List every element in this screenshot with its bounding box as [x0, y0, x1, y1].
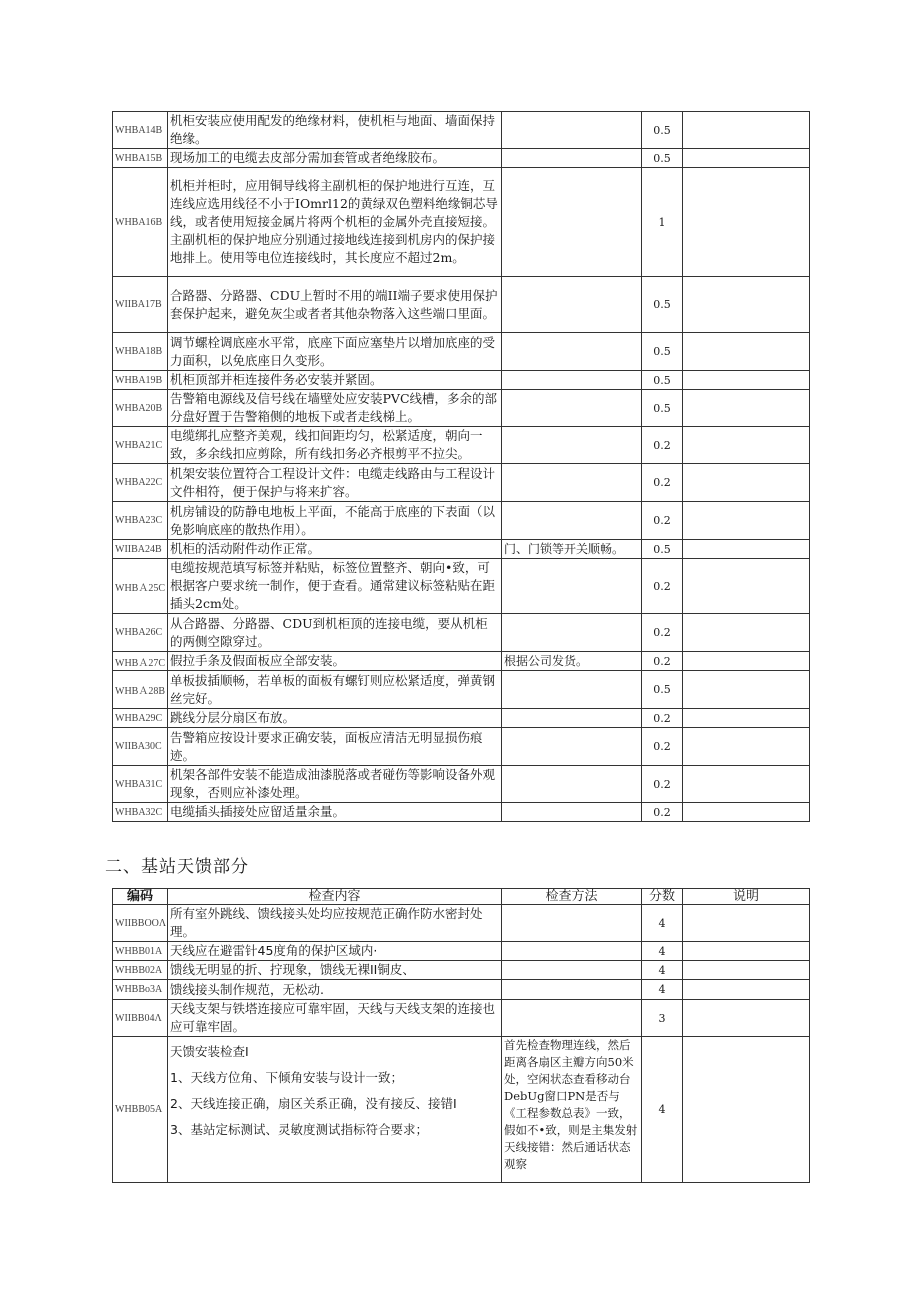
checklist-line: 2、天线连接正确，扇区关系正确，没有接反、接错I	[170, 1096, 457, 1111]
row-content: 机房铺设的防静电地板上平面，不能高于底座的下表面（以免影响底座的散热作用）。	[168, 502, 502, 540]
row-content: 合路器、分路器、CDU上暂时不用的端II端子要求使用保护套保护起来，避免灰尘或者者其他杂物落入这些端口里面。	[168, 277, 502, 333]
table-row	[113, 652, 810, 671]
table-row	[113, 333, 810, 371]
row-score: 0.2	[642, 614, 683, 652]
header-method: 检查方法	[502, 889, 642, 905]
row-method	[502, 168, 642, 277]
row-code: WHBA15B	[113, 149, 168, 168]
row-score: 0.2	[642, 766, 683, 803]
table-row	[113, 112, 810, 149]
row-score: 4	[642, 1037, 683, 1183]
checklist-line: 1、天线方位角、下倾角安装与设计一致；	[170, 1070, 403, 1085]
row-code: WHBＡ28B	[113, 671, 168, 709]
row-content: 现场加工的电缆去皮部分需加套管或者绝缘胶布。	[168, 149, 502, 168]
row-code: WHBB05A	[113, 1037, 168, 1183]
row-code: WHBＡ27C	[113, 652, 168, 671]
row-method: 门、门锁等开关顺畅。	[502, 540, 642, 559]
row-method	[502, 277, 642, 333]
row-code: WHBA29C	[113, 709, 168, 728]
checklist-line: 天馈安装检查I	[170, 1044, 249, 1059]
row-note	[683, 464, 810, 502]
row-score: 0.5	[642, 671, 683, 709]
table-row	[113, 942, 810, 961]
row-method	[502, 502, 642, 540]
row-method	[502, 1000, 642, 1037]
row-content: 电缆按规范填写标签并粘贴，标签位置整齐、朝向•致，可根据客户要求统一制作，便于查看。通常建议标签粘贴在距插头2cm处。	[168, 559, 502, 614]
row-code: WIIBA17B	[113, 277, 168, 333]
row-score: 3	[642, 1000, 683, 1037]
header-content: 检查内容	[168, 889, 502, 905]
row-method	[502, 390, 642, 427]
table-row	[113, 728, 810, 766]
row-content: 电缆绑扎应整齐美观，线扣间距均匀，松紧适度，朝向一致，多余线扣应剪除，所有线扣务必齐根剪平不拉尖。	[168, 427, 502, 464]
row-method	[502, 728, 642, 766]
row-note	[683, 942, 810, 961]
row-method	[502, 371, 642, 390]
row-code: WIIBBOOΛ	[113, 905, 168, 942]
row-note	[683, 905, 810, 942]
row-content: 馈线无明显的折、拧现象，馈线无裸II铜皮、	[168, 961, 502, 980]
section-title: 二、基站天馈部分	[105, 857, 249, 877]
row-score: 0.2	[642, 559, 683, 614]
header-row	[113, 889, 810, 905]
row-note	[683, 540, 810, 559]
row-code: WHBA26C	[113, 614, 168, 652]
checklist-line: 3、基站定标测试、灵敏度测试指标符合要求；	[170, 1122, 428, 1137]
row-content: 天线支架与铁塔连接应可靠牢固，天线与天线支架的连接也应可靠牢固。	[168, 1000, 502, 1037]
row-content: 跳线分层分扇区布放。	[168, 709, 502, 728]
row-score: 0.2	[642, 464, 683, 502]
row-code: WHBBo3A	[113, 980, 168, 1000]
row-method: 首先检查物理连线，然后距离各扇区主瓣方向50米处，空闲状态查看移动台DebUg窗口PN是否与《工程参数总表》一致，假如不•致，则是主集发射天线接错：然后通话状态观察	[502, 1037, 642, 1183]
row-content: 机架各部件安装不能造成油漆脱落或者碰伤等影响设备外观现象，否则应补漆处理。	[168, 766, 502, 803]
row-content: 单板拔插顺畅，若单板的面板有螺钉则应松紧适度，弹黄钢丝完好。	[168, 671, 502, 709]
header-code: 编码	[113, 889, 168, 905]
row-content: 机柜顶部并柜连接件务必安装并紧固。	[168, 371, 502, 390]
row-score: 0.5	[642, 277, 683, 333]
table-row	[113, 168, 810, 277]
row-content: 调节螺栓调底座水平常，底座下面应塞垫片以增加底座的受力面积，以免底座日久变形。	[168, 333, 502, 371]
table-row	[113, 980, 810, 1000]
row-code: WHBA32C	[113, 803, 168, 822]
row-score: 0.2	[642, 502, 683, 540]
row-code: WHBA19B	[113, 371, 168, 390]
row-score: 0.5	[642, 540, 683, 559]
row-note	[683, 766, 810, 803]
row-code: WHBA16B	[113, 168, 168, 277]
row-method	[502, 671, 642, 709]
row-score: 0.5	[642, 149, 683, 168]
table-row	[113, 905, 810, 942]
install-check-table-body	[113, 112, 810, 822]
antenna-table-header	[113, 889, 810, 905]
table-row	[113, 671, 810, 709]
row-method	[502, 614, 642, 652]
row-note	[683, 168, 810, 277]
row-method	[502, 427, 642, 464]
row-score: 0.5	[642, 112, 683, 149]
row-note	[683, 427, 810, 464]
table-row	[113, 540, 810, 559]
row-score: 0.2	[642, 652, 683, 671]
table-row	[113, 709, 810, 728]
row-note	[683, 277, 810, 333]
row-note	[683, 709, 810, 728]
row-content: 机柜并柜时，应用铜导线将主副机柜的保护地进行互连，互连线应选用线径不小于IOmrl12的黄绿双色塑料绝缘铜芯导线，或者使用短接金属片将两个机柜的金属外壳直接短接。主副机柜的保护地应分别通过接地线连接到机房内的保护接地排上。使用等电位连接线时，其长度应不超过2m。	[168, 168, 502, 277]
row-score: 4	[642, 905, 683, 942]
header-note: 说明	[683, 889, 810, 905]
row-method	[502, 980, 642, 1000]
row-content-checklist	[168, 1037, 502, 1183]
row-code: WHBB02A	[113, 961, 168, 980]
row-content: 机柜安装应使用配发的绝缘材料，使机柜与地面、墙面保持绝缘。	[168, 112, 502, 149]
table-row	[113, 803, 810, 822]
row-score: 4	[642, 961, 683, 980]
row-note	[683, 671, 810, 709]
row-method	[502, 942, 642, 961]
row-code: WIIBA30C	[113, 728, 168, 766]
row-method	[502, 766, 642, 803]
row-method	[502, 905, 642, 942]
row-method	[502, 464, 642, 502]
row-note	[683, 652, 810, 671]
row-note	[683, 728, 810, 766]
table-row	[113, 766, 810, 803]
row-method	[502, 112, 642, 149]
row-method: 根据公司发货。	[502, 652, 642, 671]
row-content: 电缆插头插接处应留适量余量。	[168, 803, 502, 822]
row-code: WHBA18B	[113, 333, 168, 371]
row-score: 0.2	[642, 803, 683, 822]
row-note	[683, 390, 810, 427]
row-code: WHBA23C	[113, 502, 168, 540]
antenna-table-body	[113, 905, 810, 1183]
row-method	[502, 333, 642, 371]
row-note	[683, 371, 810, 390]
row-content: 机柜的活动附件动作正常。	[168, 540, 502, 559]
row-note	[683, 803, 810, 822]
row-score: 4	[642, 980, 683, 1000]
row-code: WHBA20B	[113, 390, 168, 427]
row-code: WHBB01A	[113, 942, 168, 961]
row-score: 0.5	[642, 333, 683, 371]
row-note	[683, 980, 810, 1000]
row-score: 0.2	[642, 728, 683, 766]
install-check-table	[112, 111, 810, 822]
row-score: 0.2	[642, 709, 683, 728]
row-code: WHBA22C	[113, 464, 168, 502]
antenna-check-table	[112, 888, 810, 1183]
row-note	[683, 112, 810, 149]
row-note	[683, 1037, 810, 1183]
table-row	[113, 502, 810, 540]
row-code: WHBA14B	[113, 112, 168, 149]
table-row	[113, 961, 810, 980]
table-row	[113, 371, 810, 390]
table-row	[113, 559, 810, 614]
row-code: WIIBB04Λ	[113, 1000, 168, 1037]
row-method	[502, 961, 642, 980]
row-score: 4	[642, 942, 683, 961]
row-code: WIIBA24B	[113, 540, 168, 559]
row-code: WHBA31C	[113, 766, 168, 803]
row-content: 告警箱电源线及信号线在墙壁处应安装PVC线槽，多余的部分盘好置于告警箱侧的地板下或者走线梯上。	[168, 390, 502, 427]
table-row	[113, 464, 810, 502]
row-content: 告警箱应按设计要求正确安装，面板应清洁无明显损伤痕迹。	[168, 728, 502, 766]
row-note	[683, 559, 810, 614]
row-score: 1	[642, 168, 683, 277]
row-method	[502, 559, 642, 614]
table-row	[113, 427, 810, 464]
row-note	[683, 333, 810, 371]
row-code: WHBＡ25C	[113, 559, 168, 614]
row-method	[502, 709, 642, 728]
table-row	[113, 149, 810, 168]
row-note	[683, 961, 810, 980]
row-content: 所有室外跳线、馈线接头处均应按规范正确作防水密封处理。	[168, 905, 502, 942]
table-row	[113, 1000, 810, 1037]
header-score: 分数	[642, 889, 683, 905]
row-content: 馈线接头制作规范，无松动.	[168, 980, 502, 1000]
row-content: 天线应在避雷针45度角的保护区域内·	[168, 942, 502, 961]
row-note	[683, 614, 810, 652]
row-content: 机架安装位置符合工程设计文件：电缆走线路由与工程设计文件相符，便于保护与将来扩容。	[168, 464, 502, 502]
row-score: 0.5	[642, 371, 683, 390]
table-row	[113, 614, 810, 652]
row-method	[502, 149, 642, 168]
row-content: 假拉手条及假面板应全部安装。	[168, 652, 502, 671]
row-note	[683, 502, 810, 540]
row-method	[502, 803, 642, 822]
table-row	[113, 390, 810, 427]
table-row	[113, 1037, 810, 1183]
row-code: WHBA21C	[113, 427, 168, 464]
row-note	[683, 149, 810, 168]
row-score: 0.5	[642, 390, 683, 427]
row-content: 从合路器、分路器、CDU到机柜顶的连接电缆，要从机柜的两侧空隙穿过。	[168, 614, 502, 652]
table-row	[113, 277, 810, 333]
row-note	[683, 1000, 810, 1037]
row-score: 0.2	[642, 427, 683, 464]
